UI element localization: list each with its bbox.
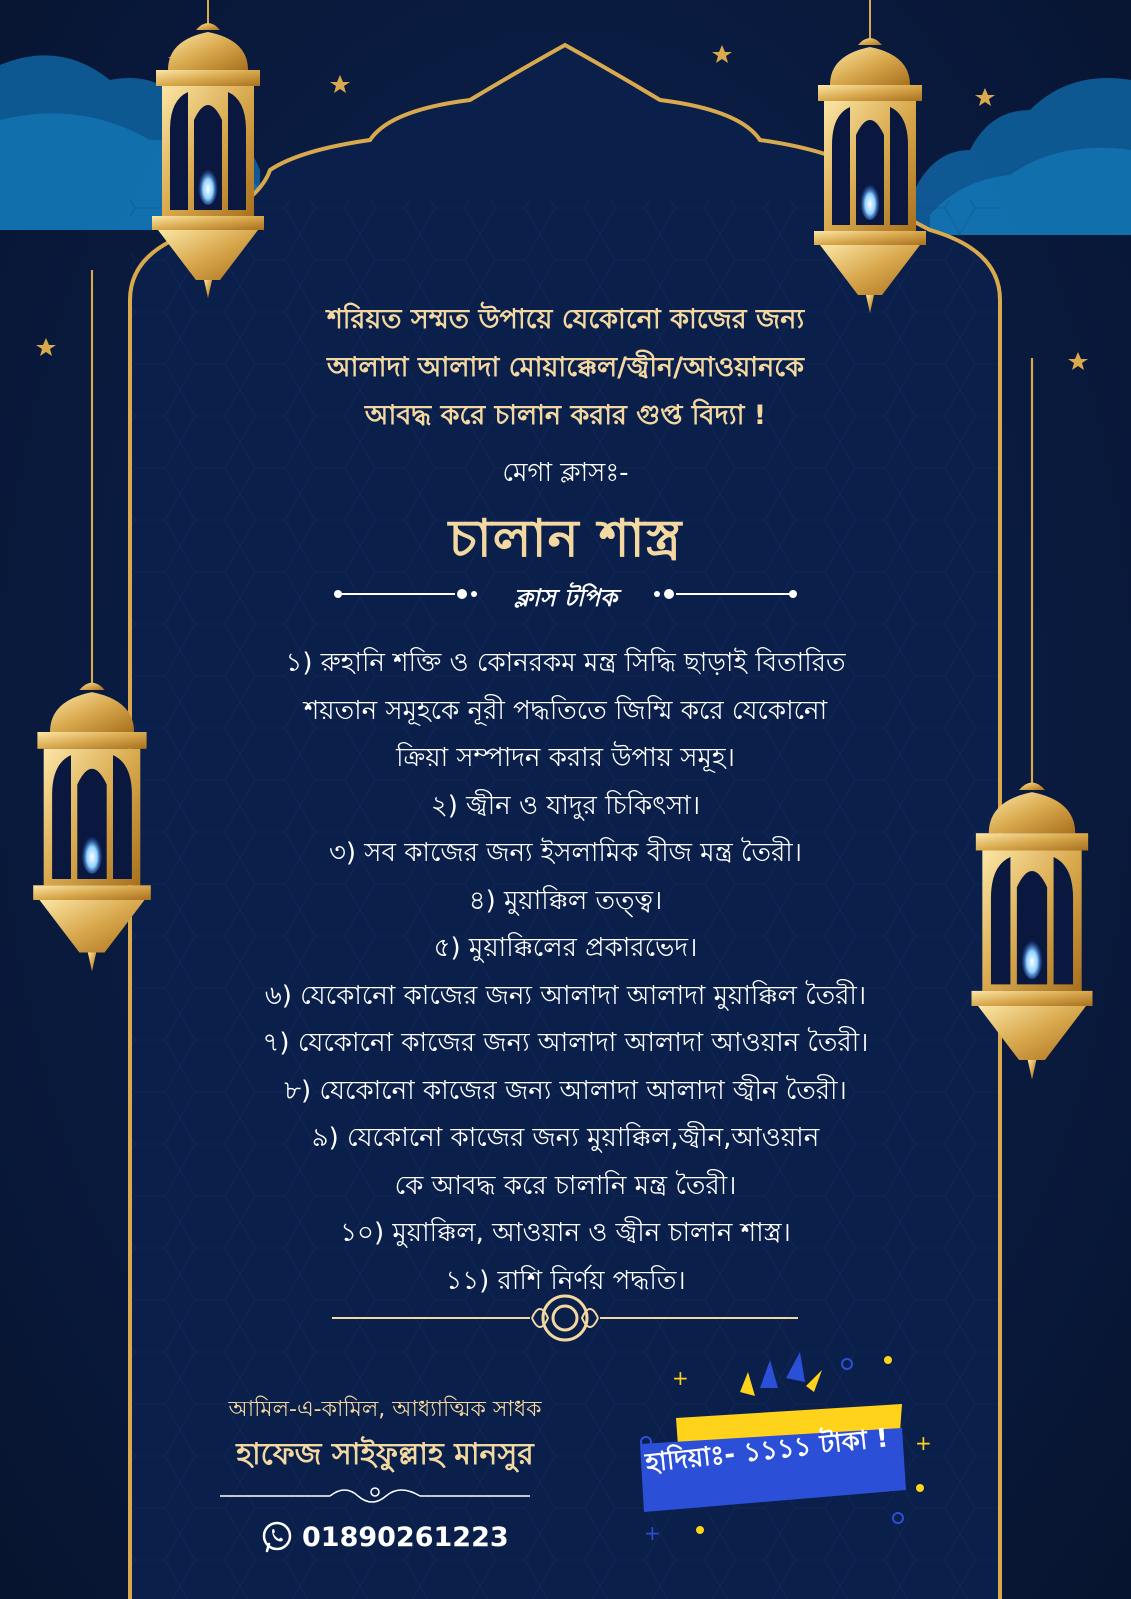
topic-line: ১) রুহানি শক্তি ও কোনরকম মন্ত্র সিদ্ধি ছাড়াই বিতারিত bbox=[285, 648, 846, 678]
mega-class-label: মেগা ক্লাসঃ- bbox=[502, 458, 629, 488]
topic-line: ক্রিয়া সম্পাদন করার উপায় সমূহ। bbox=[396, 743, 735, 773]
topic-line: ৩) সব কাজের জন্য ইসলামিক বীজ মন্ত্র তৈরী। bbox=[328, 838, 802, 868]
whatsapp-icon bbox=[260, 1520, 294, 1554]
topic-line: ৮) যেকোনো কাজের জন্য আলাদা আলাদা জ্বীন তৈরী। bbox=[284, 1075, 847, 1106]
svg-text:+: + bbox=[915, 1431, 932, 1455]
topic-line: ২) জ্বীন ও যাদুর চিকিৎসা। bbox=[430, 790, 701, 821]
svg-text:+: + bbox=[644, 1521, 661, 1545]
author-role: আমিল-এ-কামিল, আধ্যাত্মিক সাধক bbox=[228, 1397, 542, 1422]
topic-line: ৫) মুয়াক্কিলের প্রকারভেদ। bbox=[433, 933, 698, 963]
topic-line: ১০) মুয়াক্কিল, আওয়ান ও জ্বীন চালান শাস্ত্র। bbox=[340, 1218, 791, 1248]
intro-line: আলাদা আলাদা মোয়াক্কেল/জ্বীন/আওয়ানকে bbox=[327, 352, 804, 383]
topic-list bbox=[0, 640, 1131, 1305]
topic-line: কে আবদ্ধ করে চালানি মন্ত্র তৈরী। bbox=[394, 1170, 737, 1201]
topic-line: শয়তান সমূহকে নূরী পদ্ধতিতে জিম্মি করে যেকোনো bbox=[303, 695, 828, 726]
topic-line: ৭) যেকোনো কাজের জন্য আলাদা আলাদা আওয়ান তৈরী। bbox=[262, 1028, 869, 1058]
phone-number[interactable]: 01890261223 bbox=[302, 1521, 509, 1553]
topic-label: ক্লাস টপিক bbox=[514, 584, 617, 612]
intro-line: শরিয়ত সম্মত উপায়ে যেকোনো কাজের জন্য bbox=[326, 304, 805, 335]
intro-line: আবদ্ধ করে চালান করার গুপ্ত বিদ্যা ! bbox=[364, 400, 767, 431]
topic-line: ৬) যেকোনো কাজের জন্য আলাদা আলাদা মুয়াক্কিল তৈরী। bbox=[264, 980, 867, 1011]
price-label: হাদিয়াঃ- ১১১১ টাকা ! bbox=[644, 1423, 890, 1479]
intro-heading bbox=[0, 296, 1131, 440]
svg-text:+: + bbox=[672, 1366, 689, 1390]
topic-line: ৪) মুয়াক্কিল তত্ত্ব। bbox=[468, 885, 663, 916]
author-name: হাফেজ সাইফুল্লাহ মানসুর bbox=[236, 1437, 534, 1472]
course-title: চালান শাস্ত্র bbox=[448, 509, 683, 569]
topic-line: ১১) রাশি নির্ণয় পদ্ধতি। bbox=[445, 1265, 686, 1296]
phone-row[interactable] bbox=[260, 1520, 509, 1554]
topic-line: ৯) যেকোনো কাজের জন্য মুয়াক্কিল,জ্বীন,আওয়ান bbox=[311, 1123, 820, 1153]
